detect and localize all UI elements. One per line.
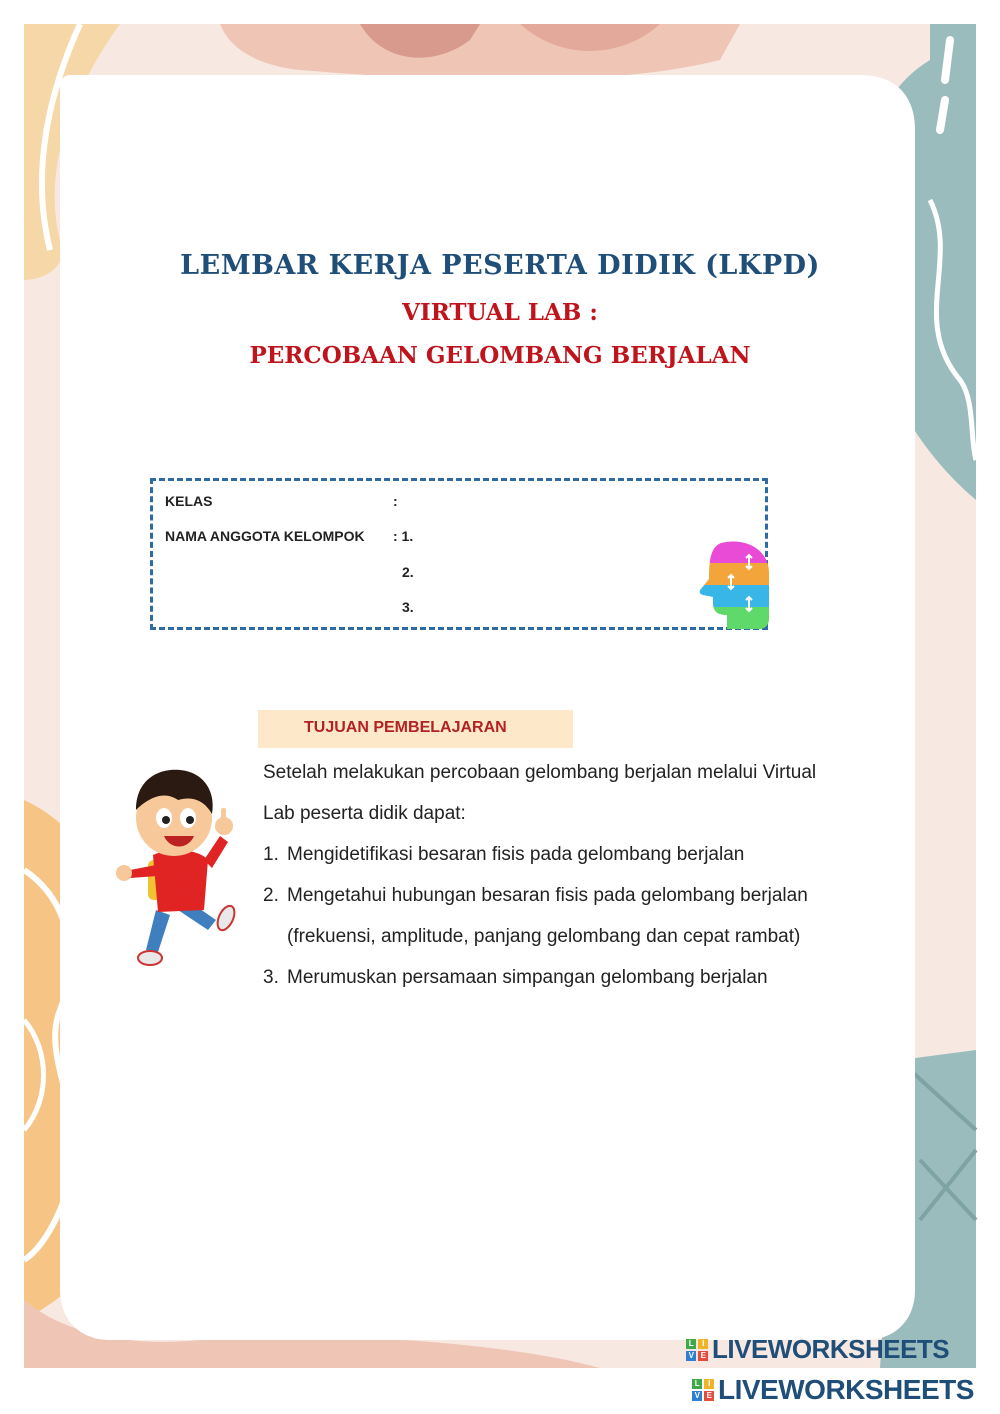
list-item bbox=[263, 834, 883, 875]
liveworksheets-badge bbox=[686, 1334, 949, 1365]
liveworksheets-brand: LIVEWORKSHEETS bbox=[712, 1334, 950, 1364]
kelas-field[interactable]: : bbox=[393, 493, 398, 509]
title-block bbox=[0, 250, 1000, 369]
anggota-label: NAMA ANGGOTA KELOMPOK bbox=[165, 528, 365, 544]
liveworksheets-logo-icon: L I V E bbox=[686, 1339, 708, 1361]
page-title: LEMBAR KERJA PESERTA DIDIK (LKPD) bbox=[180, 250, 820, 281]
liveworksheets-brand-2: LIVEWORKSHEETS bbox=[718, 1374, 974, 1405]
identity-box bbox=[150, 478, 768, 630]
list-item-text: Mengidetifikasi besaran fisis pada gelombang berjalan bbox=[287, 844, 745, 865]
list-item bbox=[263, 875, 883, 916]
page-subtitle: VIRTUAL LAB : bbox=[402, 299, 598, 326]
list-item-text: (frekuensi, amplitude, panjang gelombang dan cepat rambat) bbox=[287, 926, 801, 947]
tujuan-banner bbox=[258, 710, 573, 748]
list-item-continuation bbox=[263, 916, 883, 957]
list-item-number: 3. bbox=[263, 967, 279, 988]
tujuan-content bbox=[263, 752, 883, 998]
list-item-number: 1. bbox=[263, 844, 279, 865]
kelas-label: KELAS bbox=[165, 493, 213, 509]
liveworksheets-logo-icon: L I V E bbox=[692, 1379, 714, 1401]
anggota-field-2[interactable]: 2. bbox=[402, 564, 414, 580]
tujuan-intro-line1: Setelah melakukan percobaan gelombang berjalan melalui Virtual bbox=[263, 762, 817, 783]
tujuan-intro-line2: Lab peserta didik dapat: bbox=[263, 803, 466, 824]
page-subtitle-topic: PERCOBAAN GELOMBANG BERJALAN bbox=[249, 342, 751, 369]
list-item-text: Mengetahui hubungan besaran fisis pada gelombang berjalan bbox=[287, 885, 808, 906]
tujuan-heading: TUJUAN PEMBELAJARAN bbox=[304, 719, 507, 736]
list-item-text: Merumuskan persamaan simpangan gelombang berjalan bbox=[287, 967, 768, 988]
list-item-number: 2. bbox=[263, 885, 279, 906]
liveworksheets-badge-2 bbox=[692, 1374, 974, 1406]
list-item bbox=[263, 957, 883, 998]
objective-list bbox=[263, 834, 883, 998]
anggota-field-1[interactable]: : 1. bbox=[393, 528, 414, 544]
anggota-field-3[interactable]: 3. bbox=[402, 599, 414, 615]
head-profile-icon bbox=[693, 539, 773, 631]
cartoon-boy-illustration bbox=[108, 760, 248, 975]
